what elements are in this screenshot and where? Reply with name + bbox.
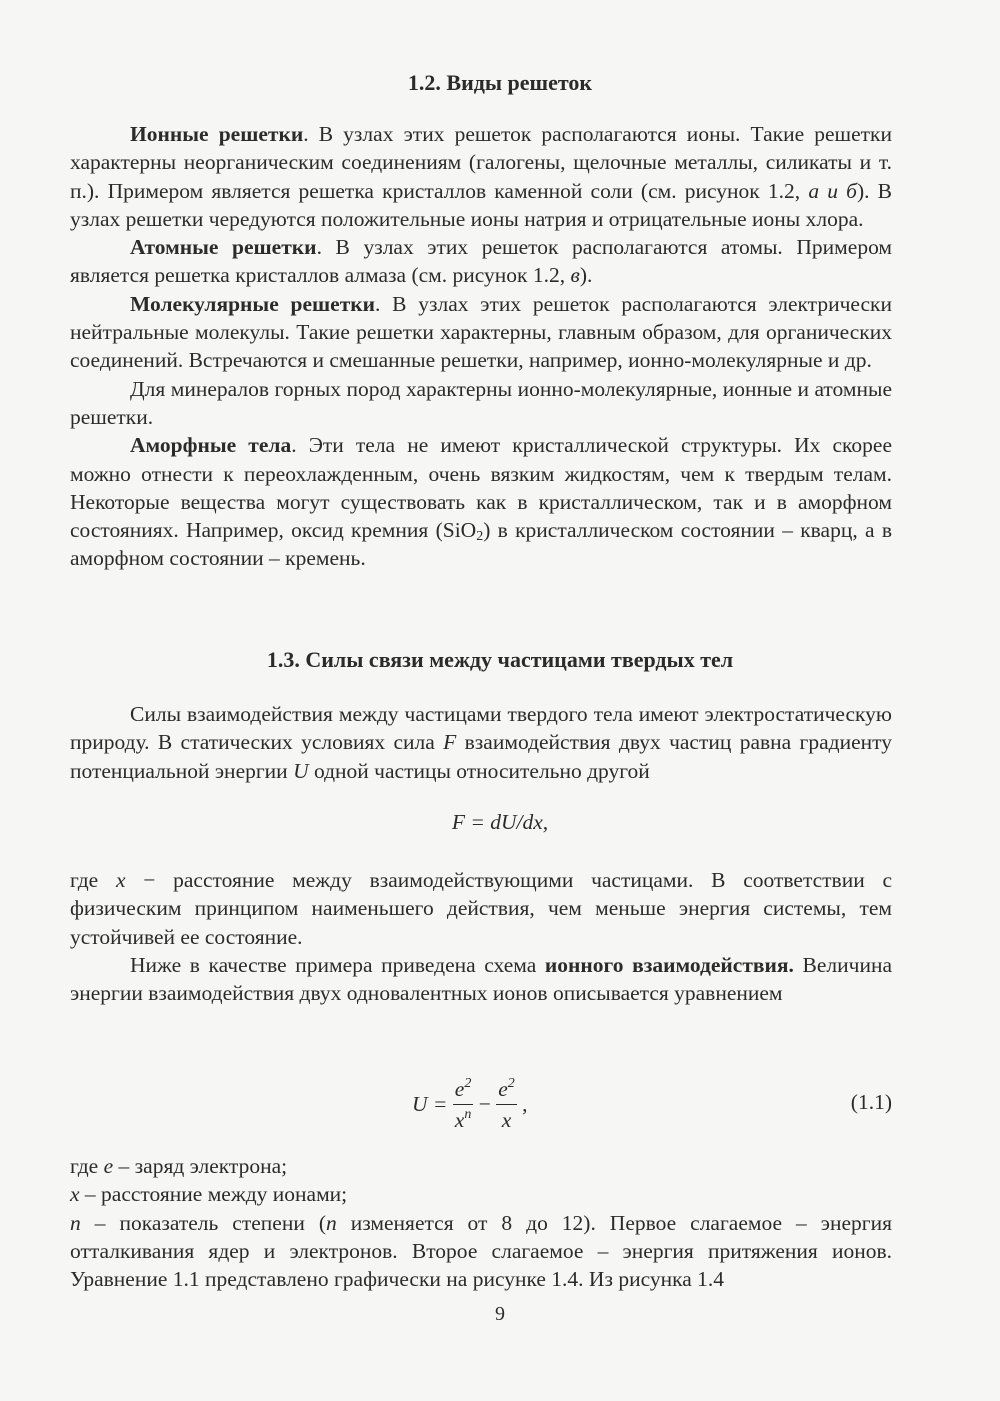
term-amorphous-bodies: Аморфные тела — [130, 433, 292, 458]
section-1-3-title: 1.3. Силы связи между частицами твердых тел — [266, 647, 734, 672]
definition-n: n – показатель степени (n изменяется от 8 до 12). Первое слагаемое – энергия отталкивания ядер и электронов. Второе слагаемое – энергия притяжения ионов. Уравнение 1.1 представлено графически на рисунке 1.4. Из рисунка 1.4 — [70, 1210, 892, 1292]
paragraph-x-definition: где x − расстояние между взаимодействующими частицами. В соответствии с физическим принципом наименьшего действия, чем меньше энергия системы, тем устойчивей ее состояние. — [70, 868, 892, 949]
section-1-3-definitions — [70, 1152, 892, 1293]
section-1-2-title: 1.2. Виды решеток — [407, 70, 593, 95]
paragraph-atomic-lattices: Атомные решетки. В узлах этих решеток располагаются атомы. Примером является решетка кристаллов алмаза (см. рисунок 1.2, в). — [70, 235, 893, 288]
paragraph-ionic-lattices: Ионные решетки. В узлах этих решеток располагаются ионы. Такие решетки характерны неорганическим соединениям (галогены, щелочные металлы, силикаты и т. п.). Примером является решетка кристаллов каменной соли (см. рисунок 1.2, а и б). В узлах решетки чередуются положительные ионы натрия и отрицательные ионы хлора. — [70, 122, 893, 231]
paragraph-molecular-lattices: Молекулярные решетки. В узлах этих решеток располагаются электрически нейтральные молекулы. Такие решетки характерны, главным образом, для органических соединений. Встречаются и смешанные решетки, например, ионно-молекулярные и др. — [70, 291, 892, 373]
page-number: 9 — [495, 1303, 505, 1325]
term-molecular-lattices: Молекулярные решетки — [130, 291, 376, 316]
fraction-repulsion: $\frac{e^2}{x^n}$ — [454, 1076, 472, 1132]
section-1-3-intro — [70, 700, 892, 785]
definition-x: x – расстояние между ионами; — [70, 1182, 348, 1207]
paragraph-amorphous: Аморфные тела. Эти тела не имеют кристаллической структуры. Их скорее можно отнести к переохлажденным, очень вязким жидкостям, чем к твердым телам. Некоторые вещества могут существовать как в кристаллическом, так и в аморфном состояниях. Например, оксид кремния (SiO$_2$) в кристаллическом состоянии – кварц, а в аморфном состоянии – кремень. — [70, 433, 892, 571]
section-1-3-middle — [70, 866, 892, 1007]
equation-lhs: U = — [412, 1092, 448, 1116]
paragraph-forces-intro: Силы взаимодействия между частицами твердого тела имеют электростатическую природу. В статических условиях сила F взаимодействия двух частиц равна градиенту потенциальной энергии U одной частицы относительно другой — [70, 702, 892, 783]
fraction-attraction: $\frac{e^2}{x}$ — [498, 1076, 515, 1132]
formula-force: F = dU/dx, — [451, 810, 549, 834]
equation-number: (1.1) — [850, 1090, 892, 1114]
paragraph-minerals: Для минералов горных пород характерны ионно-молекулярные, ионные и атомные решетки. — [70, 376, 892, 429]
term-atomic-lattices: Атомные решетки — [130, 235, 317, 260]
term-ionic-lattices: Ионные решетки — [130, 122, 304, 146]
section-1-2-body — [70, 120, 892, 573]
equation-1-1: U = $\frac{e^2}{x^n}$ − $\frac{e^2}{x}$ , (1.1) — [0, 1062, 1000, 1152]
equation-minus: − — [478, 1092, 491, 1116]
definition-e: где e – заряд электрона; — [70, 1154, 288, 1178]
paragraph-ionic-interaction: Ниже в качестве примера приведена схема ионного взаимодействия. Величина энергии взаимодействия двух одновалентных ионов описывается уравнением — [70, 952, 893, 1006]
